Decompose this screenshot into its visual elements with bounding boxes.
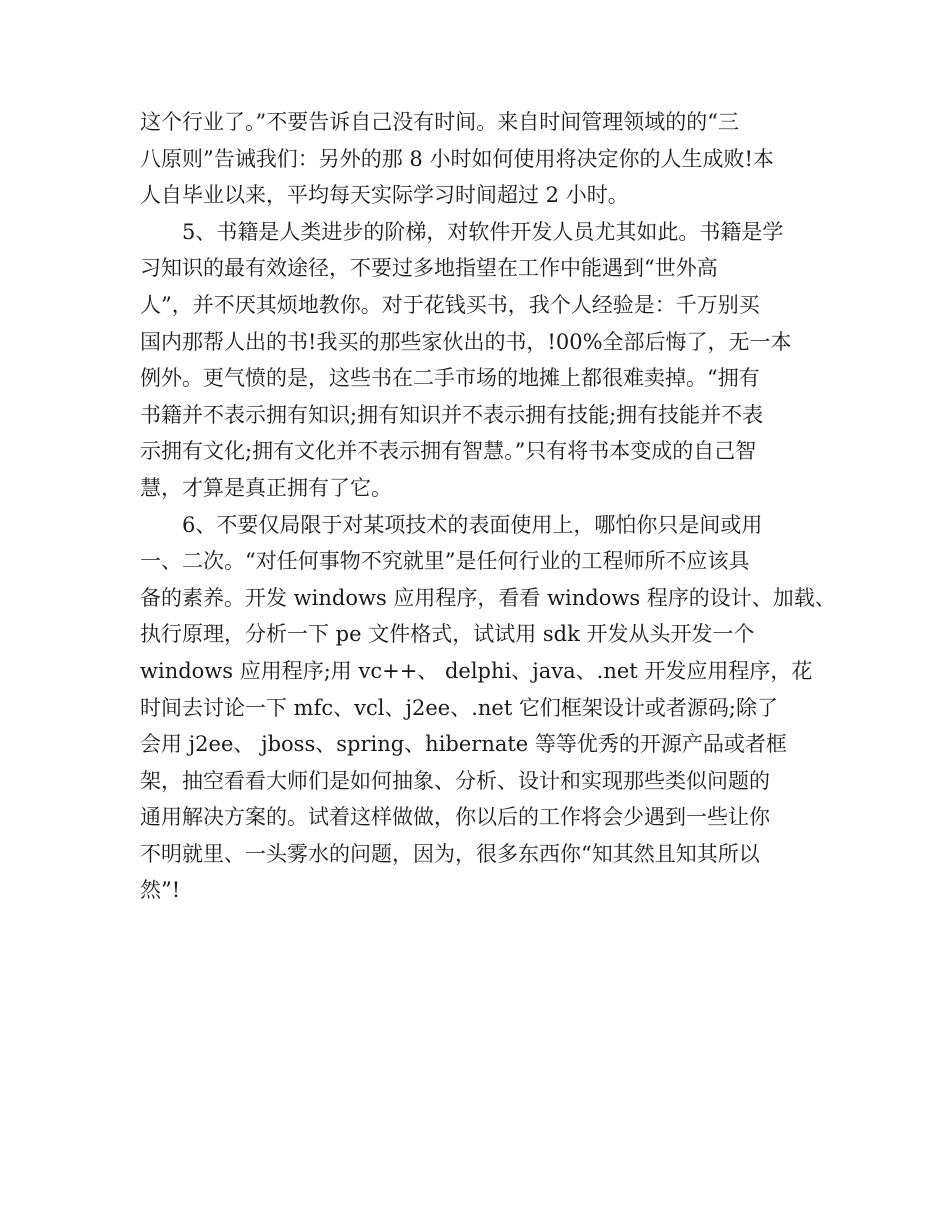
text-line: 例外。更气愤的是，这些书在二手市场的地摊上都很难卖掉。“拥有 [140, 366, 760, 391]
text-line: 时间去讨论一下 mfc、vcl、j2ee、.net 它们框架设计或者源码;除了 [140, 695, 779, 720]
text-line: 示拥有文化;拥有文化并不表示拥有智慧。”只有将书本变成的自己智 [140, 439, 757, 464]
text-line: 慧，才算是真正拥有了它。 [140, 475, 392, 500]
body-text [140, 104, 836, 909]
text-line: 通用解决方案的。试着这样做做，你以后的工作将会少遇到一些让你 [140, 805, 770, 830]
text-line: 国内那帮人出的书!我买的那些家伙出的书，!00%全部后悔了，无一本 [140, 329, 792, 354]
text-line: 执行原理，分析一下 pe 文件格式，试试用 sdk 开发从头开发一个 [140, 622, 755, 647]
text-line: 然”! [140, 878, 181, 903]
text-line: 这个行业了。”不要告诉自己没有时间。来自时间管理领域的的“三 [140, 110, 739, 134]
text-line: 不明就里、一头雾水的问题，因为，很多东西你“知其然且知其所以 [140, 841, 760, 866]
paragraph-start-line: 5、书籍是人类进步的阶梯，对软件开发人员尤其如此。书籍是学 [182, 219, 784, 244]
text-line: 习知识的最有效途径，不要过多地指望在工作中能遇到“世外高 [140, 256, 718, 281]
text-line: 人”，并不厌其烦地教你。对于花钱买书，我个人经验是：千万别买 [140, 292, 760, 317]
text-line: 八原则”告诫我们：另外的那 8 小时如何使用将决定你的人生成败!本 [140, 146, 774, 171]
text-line: 一、二次。“对任何事物不究就里”是任何行业的工程师所不应该具 [140, 549, 750, 574]
paragraph-start-line: 6、不要仅局限于对某项技术的表面使用上，哪怕你只是间或用 [182, 512, 763, 537]
text-line: 备的素养。开发 windows 应用程序，看看 windows 程序的设计、加载、 [140, 585, 836, 610]
text-line: 架，抽空看看大师们是如何抽象、分析、设计和实现那些类似问题的 [140, 768, 770, 793]
text-line: 会用 j2ee、 jboss、spring、hibernate 等等优秀的开源产品或者框 [140, 732, 787, 757]
text-line: 书籍并不表示拥有知识;拥有知识并不表示拥有技能;拥有技能并不表 [140, 402, 764, 427]
text-line: 人自毕业以来，平均每天实际学习时间超过 2 小时。 [140, 183, 629, 208]
text-line: windows 应用程序;用 vc++、 delphi、java、.net 开发应用程序，花 [140, 658, 813, 683]
